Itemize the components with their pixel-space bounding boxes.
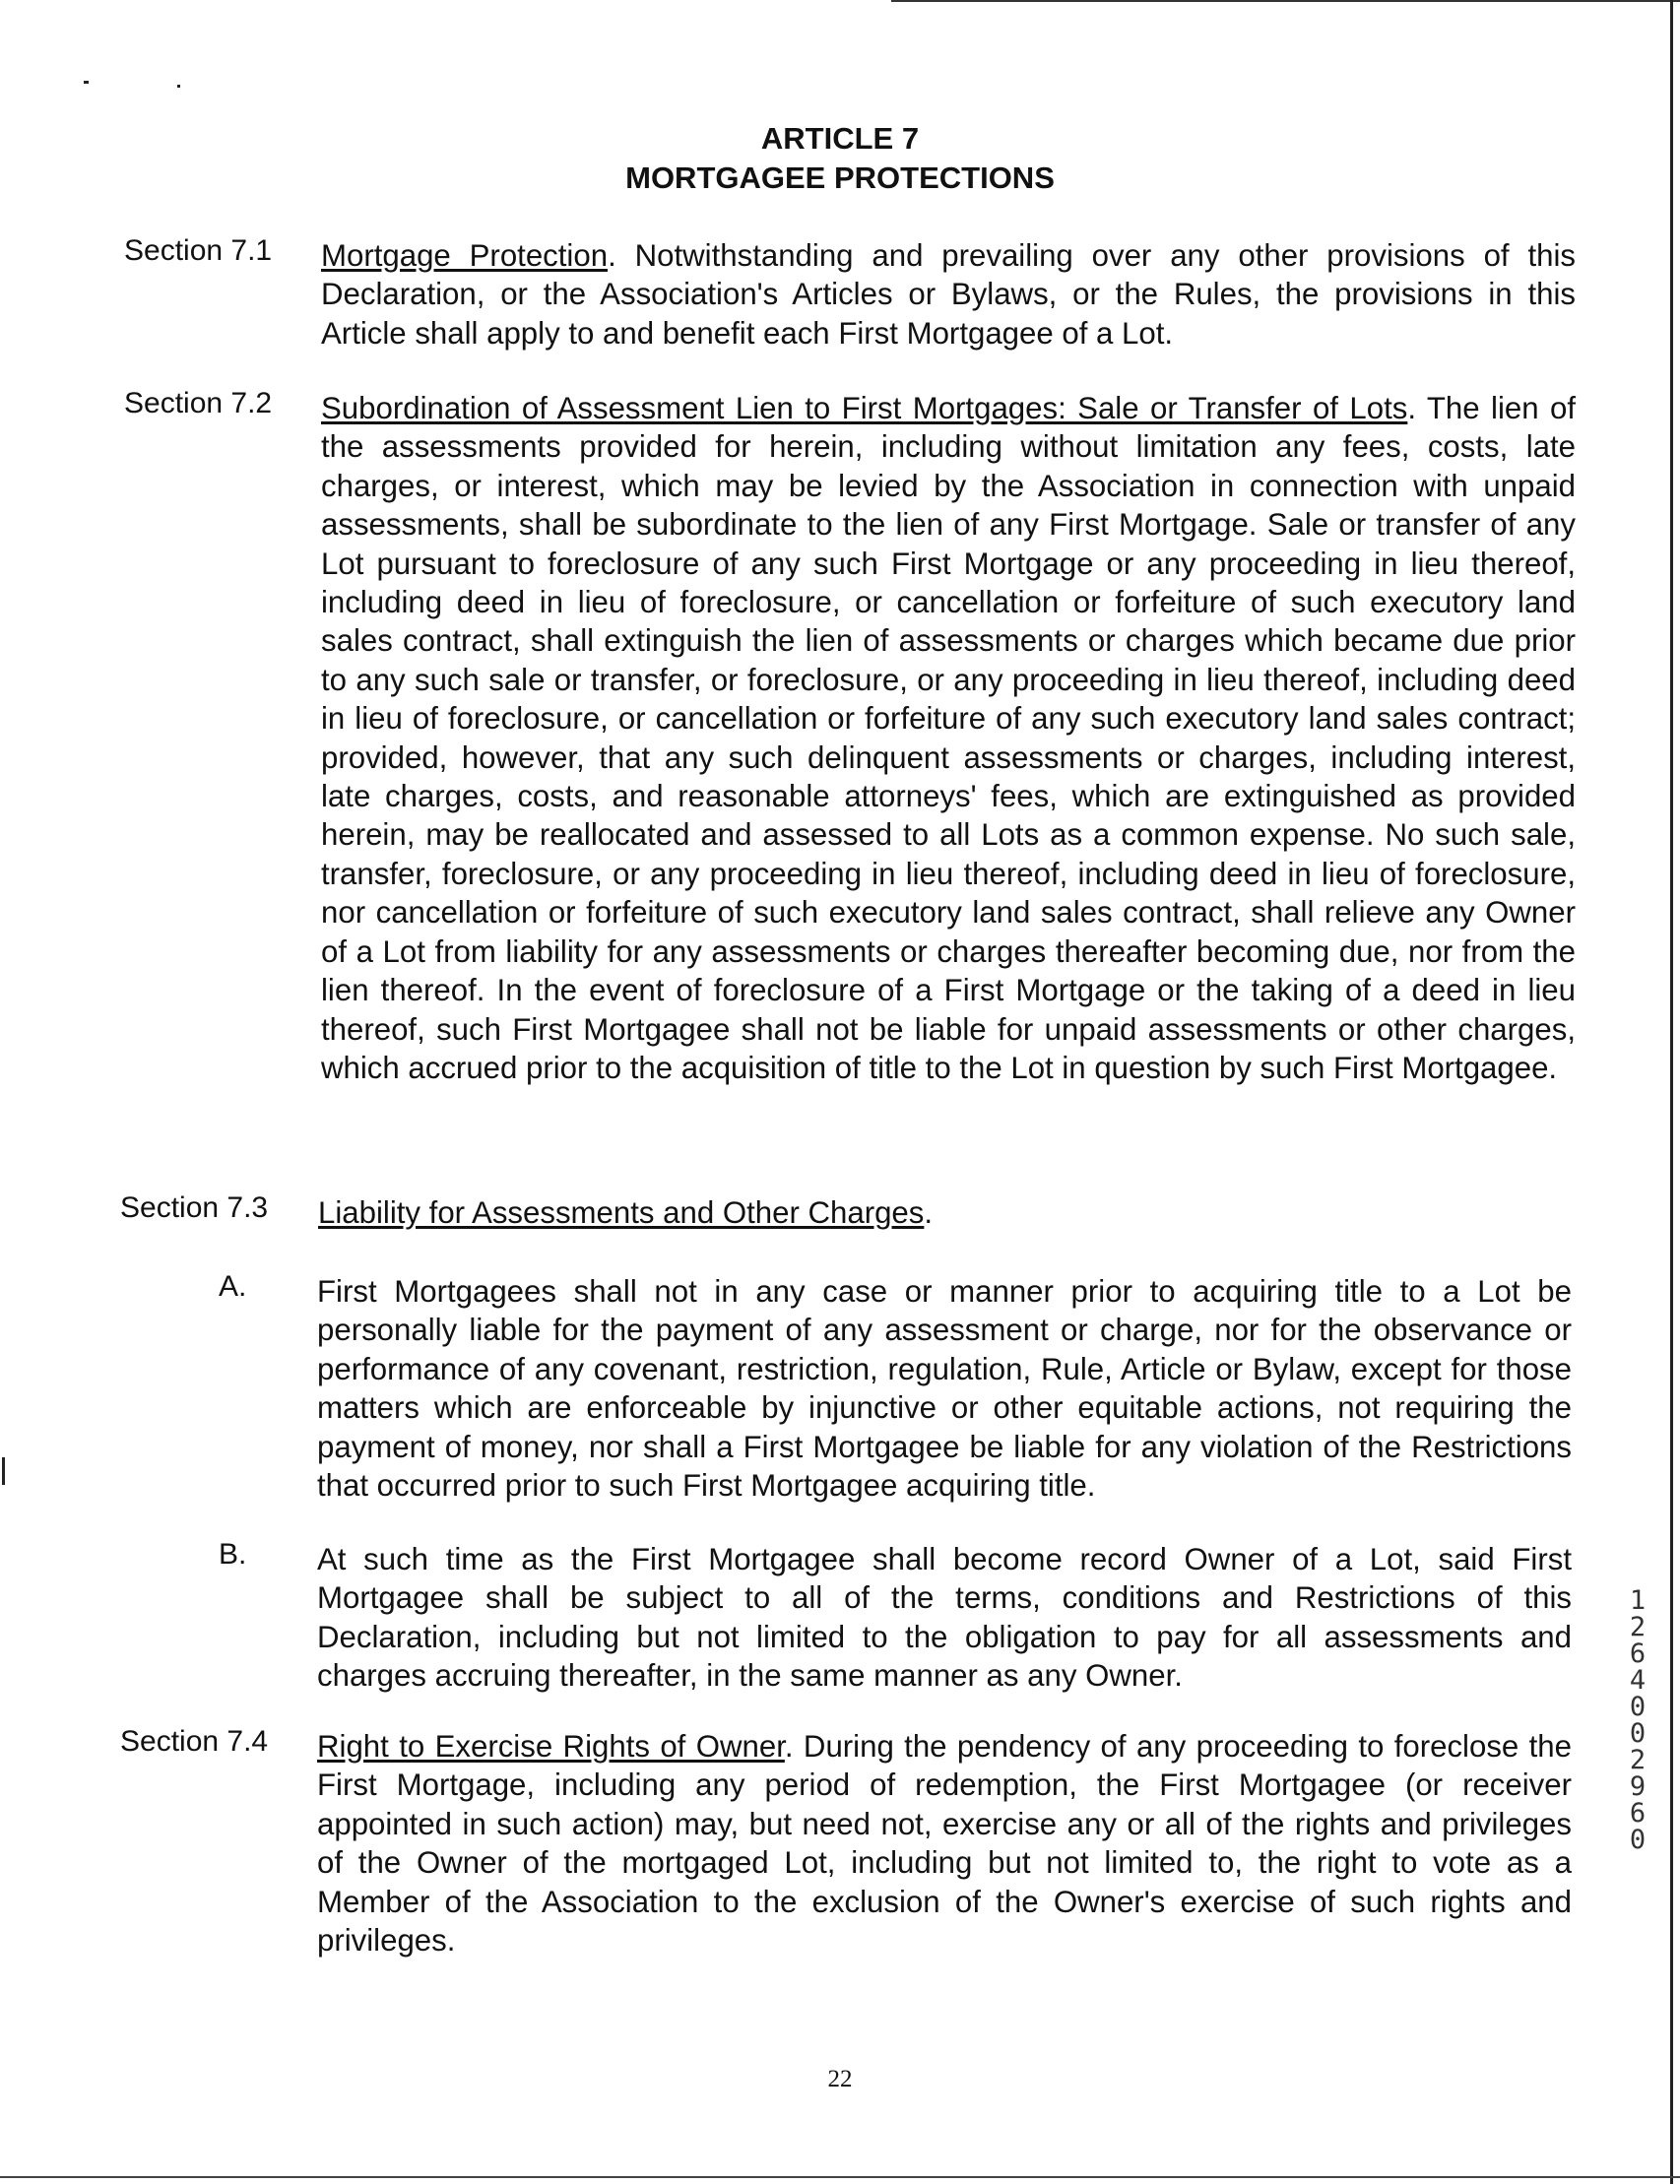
section-heading: Mortgage Protection	[321, 238, 609, 273]
section-body	[317, 1727, 1572, 1959]
section-body	[318, 1193, 1573, 1232]
article-number: ARTICLE 7	[760, 121, 920, 156]
section-label: Section 7.1	[124, 234, 273, 267]
section-label: Section 7.3	[120, 1191, 269, 1224]
item-text: First Mortgagees shall not in any case or manner prior to acquiring title to a Lot be personally liable for the payment of any assessment or charge, nor for the observance or performance of any covenant, restriction, regulation, Rule, Article or Bylaw, except for those matters which are enforceable by injunctive or other equitable actions, not requiring the payment of money, nor shall a First Mortgagee be liable for any violation of the Restrictions that occurred prior to such First Mortgagee acquiring title.	[317, 1274, 1572, 1504]
section-heading: Subordination of Assessment Lien to First Mortgages: Sale or Transfer of Lots	[321, 391, 1408, 425]
section-text: .	[924, 1195, 934, 1230]
scan-speck	[84, 81, 89, 84]
section-label: Section 7.4	[120, 1725, 269, 1758]
scan-border-top	[891, 0, 1680, 2]
scan-border-bottom	[0, 2176, 1680, 2178]
section-label: Section 7.2	[124, 387, 273, 419]
item-label: A.	[219, 1270, 247, 1303]
page-number: 22	[827, 2066, 853, 2092]
item-label: B.	[219, 1538, 247, 1571]
section-text: . Notwithstanding and prevailing over any other provisions of this Declaration, or the Association's Articles or Bylaws, or the Rules, the provisions in this Article shall apply to and benefit each First Mortgagee of a Lot.	[321, 238, 1576, 351]
scan-speck	[177, 85, 180, 88]
section-text: . The lien of the assessments provided for herein, including without limitation any fees, costs, late charges, or interest, which may be levied by the Association in connection with unpaid assessments, shall be subordinate to the lien of any First Mortgage. Sale or transfer of any Lot pursuant to foreclosure of any such First Mortgage or any proceeding in lieu thereof, including deed in lieu of foreclosure, or cancellation or forfeiture of such executory land sales contract, shall extinguish the lien of assessments or charges which became due prior to any such sale or transfer, or foreclosure, or any proceeding in lieu thereof, including deed in lieu of foreclosure, or cancellation or forfeiture of any such executory land sales contract; provided, however, that any such delinquent assessments or charges, including interest, late charges, costs, and reasonable attorneys' fees, which are extinguished as provided herein, may be reallocated and assessed to all Lots as a common expense. No such sale, transfer, foreclosure, or any proceeding in lieu thereof, including deed in lieu of foreclosure, nor cancellation or forfeiture of such executory land sales contract, shall relieve any Owner of a Lot from liability for any assessments or charges thereafter becoming due, nor from the lien thereof. In the event of foreclosure of a First Mortgage or the taking of a deed in lieu thereof, such First Mortgagee shall not be liable for unpaid assessments or other charges, which accrued prior to the acquisition of title to the Lot in question by such First Mortgagee.	[321, 391, 1576, 1085]
item-text: At such time as the First Mortgagee shall become record Owner of a Lot, said First Mortgagee shall be subject to all of the terms, conditions and Restrictions of this Declaration, including but not limited to the obligation to pay for all assessments and charges accruing thereafter, in the same manner as any Owner.	[317, 1542, 1572, 1694]
scan-speck	[2, 1457, 5, 1485]
recording-stamp: 12640 02960	[1629, 1585, 1647, 1855]
scan-border-right	[1670, 0, 1673, 2184]
section-heading: Liability for Assessments and Other Charges	[318, 1195, 925, 1230]
article-title: MORTGAGEE PROTECTIONS	[625, 161, 1055, 195]
section-heading: Right to Exercise Rights of Owner	[317, 1729, 785, 1764]
section-body	[321, 389, 1576, 1087]
section-body	[321, 236, 1576, 353]
section-text: . During the pendency of any proceeding to foreclose the First Mortgage, including any period of redemption, the First Mortgagee (or receiver appointed in such action) may, but need not, exercise any or all of the rights and privileges of the Owner of the mortgaged Lot, including but not limited to, the right to vote as a Member of the Association to the exclusion of the Owner's exercise of such rights and privileges.	[317, 1729, 1572, 1959]
